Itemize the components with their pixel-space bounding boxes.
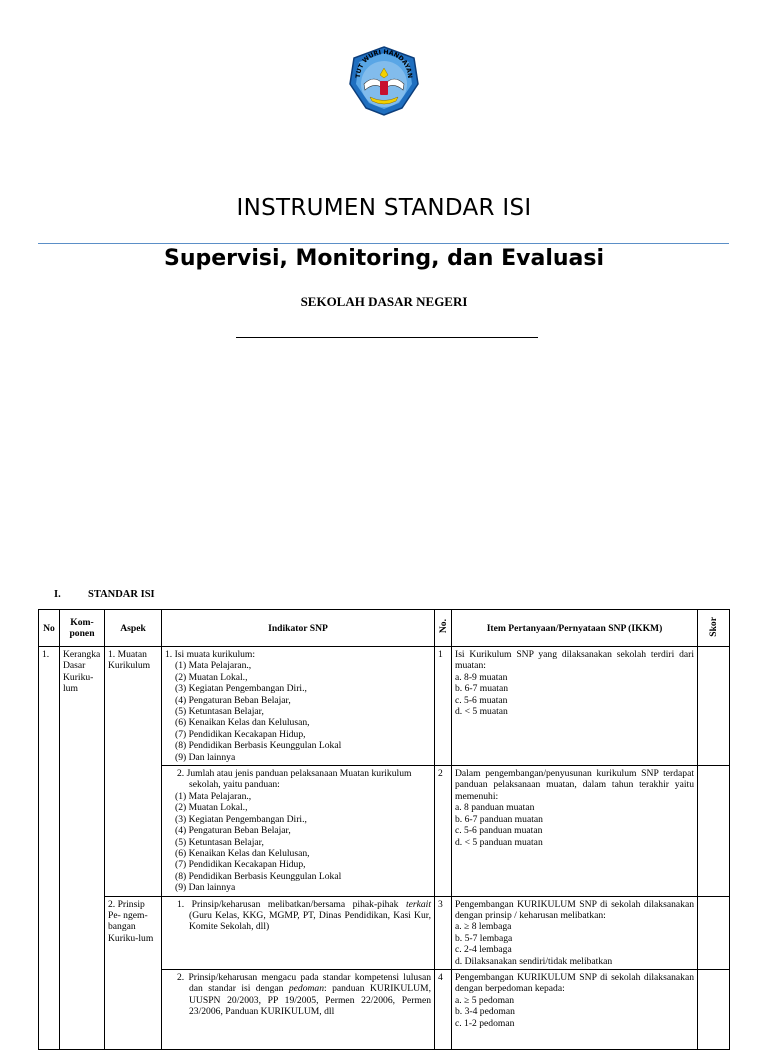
item-option: c. 5-6 muatan	[455, 694, 508, 706]
list-item: (2) Muatan Lokal.,	[175, 671, 248, 683]
item-option: a. ≥ 5 pedoman	[455, 994, 515, 1006]
table-row	[39, 647, 730, 766]
item-option: d. Dilaksanakan sendiri/tidak melibatkan	[455, 955, 613, 967]
logo-motto: TUT WURI HANDAYAN	[354, 48, 414, 79]
list-item: (7) Pendidikan Kecakapan Hidup,	[175, 859, 306, 871]
tut-wuri-handayani-logo-icon	[346, 44, 422, 118]
item-option: c. 5-6 panduan muatan	[455, 825, 543, 837]
cell-indikator-3	[162, 896, 435, 969]
school-name-blank-line	[236, 337, 538, 338]
item-option: a. 8-9 muatan	[455, 671, 508, 683]
item-option: b. 6-7 muatan	[455, 683, 509, 695]
item-question: Pengembangan KURIKULUM SNP di sekolah dilaksanakan dengan berpedoman kepada:	[455, 971, 694, 995]
header-aspek: Aspek	[105, 610, 162, 647]
cell-skor	[698, 969, 730, 1049]
item-option: a. 8 panduan muatan	[455, 802, 535, 814]
cell-komponen: Kerangka Dasar Kuriku- lum	[60, 647, 105, 1050]
cell-item-4	[452, 969, 698, 1049]
cell-indikator-4	[162, 969, 435, 1049]
section-heading	[54, 589, 155, 600]
table-row	[39, 766, 730, 896]
list-item: (3) Kegiatan Pengembangan Diri.,	[175, 683, 307, 695]
section-title: STANDAR ISI	[88, 589, 155, 600]
cell-skor	[698, 766, 730, 896]
header-skor: Skor	[698, 610, 730, 647]
list-item: (6) Kenaikan Kelas dan Kelulusan,	[175, 847, 310, 859]
item-option: b. 3-4 pedoman	[455, 1006, 515, 1018]
cell-indikator-2	[162, 766, 435, 896]
list-item: (4) Pengaturan Beban Belajar,	[175, 694, 291, 706]
indikator-1-title: 1. Isi muata kurikulum:	[165, 649, 256, 660]
header-item: Item Pertanyaan/Pernyataan SNP (IKKM)	[452, 610, 698, 647]
item-option: d. < 5 muatan	[455, 706, 508, 718]
instrument-table	[38, 609, 730, 1050]
list-item: (9) Dan lainnya	[175, 751, 236, 763]
list-item: (4) Pengaturan Beban Belajar,	[175, 825, 291, 837]
item-option: d. < 5 panduan muatan	[455, 836, 543, 848]
cell-no: 1.	[39, 647, 60, 1050]
cell-item-no: 4	[435, 969, 452, 1049]
cell-aspek-1-cont	[105, 766, 162, 896]
cell-aspek-2: 2. Prinsip Pe- ngem- bangan Kuriku-lum	[105, 896, 162, 1049]
indikator-3-prefix: 1. Prinsip/keharusan melibatkan/bersama pihak-pihak	[177, 898, 399, 910]
table-header-row	[39, 610, 730, 647]
cell-indikator-1	[162, 647, 435, 766]
indikator-4-italic: pedoman	[288, 983, 325, 995]
section-number: I.	[54, 589, 61, 600]
indikator-3-rest: (Guru Kelas, KKG, MGMP, PT, Dinas Pendidikan, Kasi Kur, Komite Sekolah, dll)	[189, 909, 431, 933]
list-item: (1) Mata Pelajaran.,	[175, 790, 252, 802]
indikator-2-title: 2. Jumlah atau jenis panduan pelaksanaan Muatan kurikulum sekolah, yaitu panduan:	[177, 768, 412, 791]
document-subtitle: Supervisi, Monitoring, dan Evaluasi	[163, 246, 605, 271]
cell-item-no: 1	[435, 647, 452, 766]
item-question: Isi Kurikulum SNP yang dilaksanakan sekolah terdiri dari muatan:	[455, 649, 694, 672]
title-divider	[38, 243, 729, 244]
indikator-4-prefix: 2. Prinsip/keharusan mengacu pada standar kompetensi lulusan dan standar isi dengan	[177, 971, 431, 995]
list-item: (7) Pendidikan Kecakapan Hidup,	[175, 728, 306, 740]
list-item: (2) Muatan Lokal.,	[175, 802, 248, 814]
item-option: c. 2-4 lembaga	[455, 944, 512, 956]
cell-item-no: 3	[435, 896, 452, 969]
item-question: Pengembangan KURIKULUM SNP di sekolah dilaksanakan dengan prinsip / keharusan melibatkan:	[455, 898, 694, 921]
school-name: SEKOLAH DASAR NEGERI	[300, 294, 468, 309]
cell-item-2	[452, 766, 698, 896]
list-item: (5) Ketuntasan Belajar,	[175, 836, 264, 848]
header-indikator: Indikator SNP	[162, 610, 435, 647]
cell-item-3	[452, 896, 698, 969]
list-item: (3) Kegiatan Pengembangan Diri.,	[175, 813, 307, 825]
document-title: INSTRUMEN STANDAR ISI	[236, 195, 532, 221]
header-komponen: Kom- ponen	[60, 610, 105, 647]
header-no-item: No.	[435, 610, 452, 647]
item-option: a. ≥ 8 lembaga	[455, 921, 512, 933]
item-option: b. 6-7 panduan muatan	[455, 813, 543, 825]
item-option: c. 1-2 pedoman	[455, 1017, 515, 1029]
list-item: (8) Pendidikan Berbasis Keunggulan Lokal	[175, 740, 342, 752]
item-option: b. 5-7 lembaga	[455, 932, 513, 944]
indikator-3-italic: terkait	[405, 898, 431, 910]
table-row	[39, 896, 730, 969]
indikator-4-rest: : panduan KURIKULUM, UUSPN 20/2003, PP 19/2005, Permen 22/2006, Permen 23/2006, Panduan KURIKULUM, dll	[189, 983, 431, 1018]
header-no: No	[39, 610, 60, 647]
cell-skor	[698, 647, 730, 766]
list-item: (9) Dan lainnya	[175, 882, 236, 894]
list-item: (5) Ketuntasan Belajar,	[175, 706, 264, 718]
cell-item-1	[452, 647, 698, 766]
list-item: (1) Mata Pelajaran.,	[175, 660, 252, 672]
list-item: (6) Kenaikan Kelas dan Kelulusan,	[175, 717, 310, 729]
list-item: (8) Pendidikan Berbasis Keunggulan Lokal	[175, 870, 342, 882]
cell-skor	[698, 896, 730, 969]
item-question: Dalam pengembangan/penyusunan kurikulum SNP terdapat panduan pelaksanaan muatan, dalam tahun terakhir yaitu memenuhi:	[455, 768, 694, 802]
cell-item-no: 2	[435, 766, 452, 896]
cell-aspek-1: 1. Muatan Kurikulum	[105, 647, 162, 766]
